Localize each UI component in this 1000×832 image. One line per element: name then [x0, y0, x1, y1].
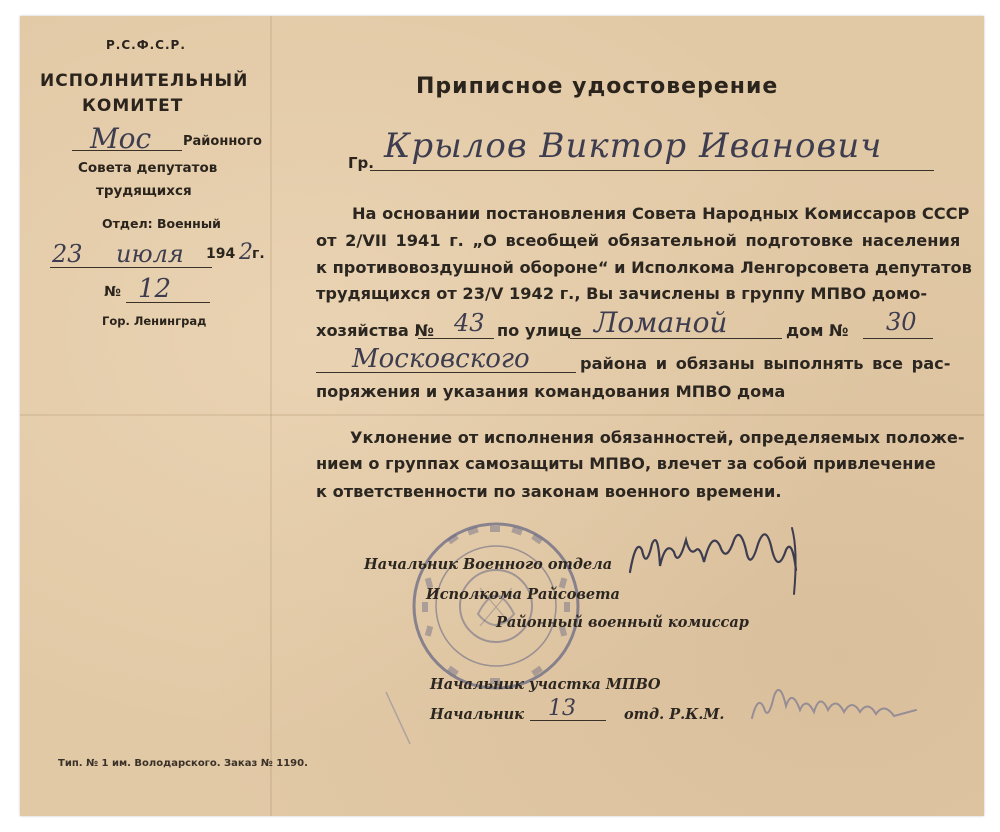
document-title: Приписное удостоверение: [416, 74, 779, 99]
body-p1-line4: трудящихся от 23/V 1942 г., Вы зачислены в группу МПВО домо-: [316, 284, 928, 303]
body-p1-line1: На основании постановления Совета Народных Комиссаров СССР: [352, 204, 970, 223]
fold-line-horizontal: [20, 414, 984, 416]
date-year-handwritten: 2: [239, 240, 253, 265]
district-handwritten: Мос: [90, 122, 152, 155]
date-year-printed: 194: [206, 246, 236, 262]
number-value: 12: [138, 274, 172, 304]
commissar-signature: [616, 510, 816, 600]
district-underline: [72, 150, 182, 151]
round-seal-stamp: [408, 518, 584, 694]
household-label: хозяйства №: [316, 321, 434, 340]
committee-line2: КОМИТЕТ: [82, 96, 184, 116]
body-p2-line2: нием о группах самозащиты МПВО, влечет за собой привлечение: [316, 454, 936, 473]
rkm-suffix: отд. Р.К.М.: [624, 706, 725, 723]
printer-imprint: Тип. № 1 им. Володарского. Заказ № 1190.: [58, 758, 308, 769]
street-handwritten: Ломаной: [594, 306, 728, 339]
household-number: 43: [454, 309, 485, 337]
house-underline: [863, 338, 933, 339]
rkm-number: 13: [548, 696, 576, 721]
body-p1-line3: к противовоздушной обороне“ и Исполкома Ленгорсовета депутатов: [316, 258, 972, 277]
pencil-mark: [380, 688, 420, 748]
body-p2-line1: Уклонение от исполнения обязанностей, определяемых положе-: [350, 428, 965, 447]
council-line2: трудящихся: [96, 183, 192, 199]
citizen-label: Гр.: [348, 154, 374, 172]
date-day: 23: [52, 240, 83, 268]
mpvo-chief-title: Начальник участка МПВО: [430, 676, 661, 693]
council-line1: Совета депутатов: [78, 160, 218, 176]
body-p1-line6: района и обязаны выполнять все рас-: [580, 354, 951, 373]
house-number: 30: [886, 308, 917, 336]
commissar-title: Районный военный комиссар: [496, 614, 749, 631]
certificate-document: [20, 16, 984, 816]
number-underline: [126, 302, 210, 303]
street-underline: [570, 338, 782, 339]
district-name-handwritten: Московского: [352, 344, 530, 374]
chief-line2: Исполкома Райсовета: [426, 586, 620, 603]
body-p1-line7: поряжения и указания командования МПВО дома: [316, 382, 786, 401]
department-label: Отдел: Военный: [102, 216, 221, 231]
citizen-name: Крылов Виктор Иванович: [384, 126, 883, 166]
body-p2-line3: к ответственности по законам военного времени.: [316, 482, 782, 501]
fold-line-vertical: [270, 16, 272, 816]
republic-label: Р.С.Ф.С.Р.: [106, 38, 186, 52]
rkm-chief-label: Начальник: [430, 706, 524, 723]
committee-line1: ИСПОЛНИТЕЛЬНЫЙ: [40, 71, 249, 91]
body-p1-line2: от 2/VII 1941 г. „О всеобщей обязательной подготовке населения: [316, 231, 961, 250]
household-underline: [418, 338, 494, 339]
district-name-underline: [316, 372, 576, 373]
street-label: по улице: [497, 321, 582, 340]
citizen-name-underline: [370, 170, 934, 171]
chief-line1: Начальник Военного отдела: [364, 556, 613, 573]
rkm-number-underline: [530, 720, 606, 721]
date-month: июля: [116, 240, 184, 268]
house-label: дом №: [786, 321, 849, 340]
city-label: Гор. Ленинград: [102, 314, 207, 328]
number-label: №: [104, 284, 121, 300]
date-underline: [50, 267, 212, 268]
district-suffix: Районного: [183, 134, 262, 149]
date-suffix: г.: [252, 246, 265, 262]
mpvo-chief-signature: [744, 666, 924, 736]
